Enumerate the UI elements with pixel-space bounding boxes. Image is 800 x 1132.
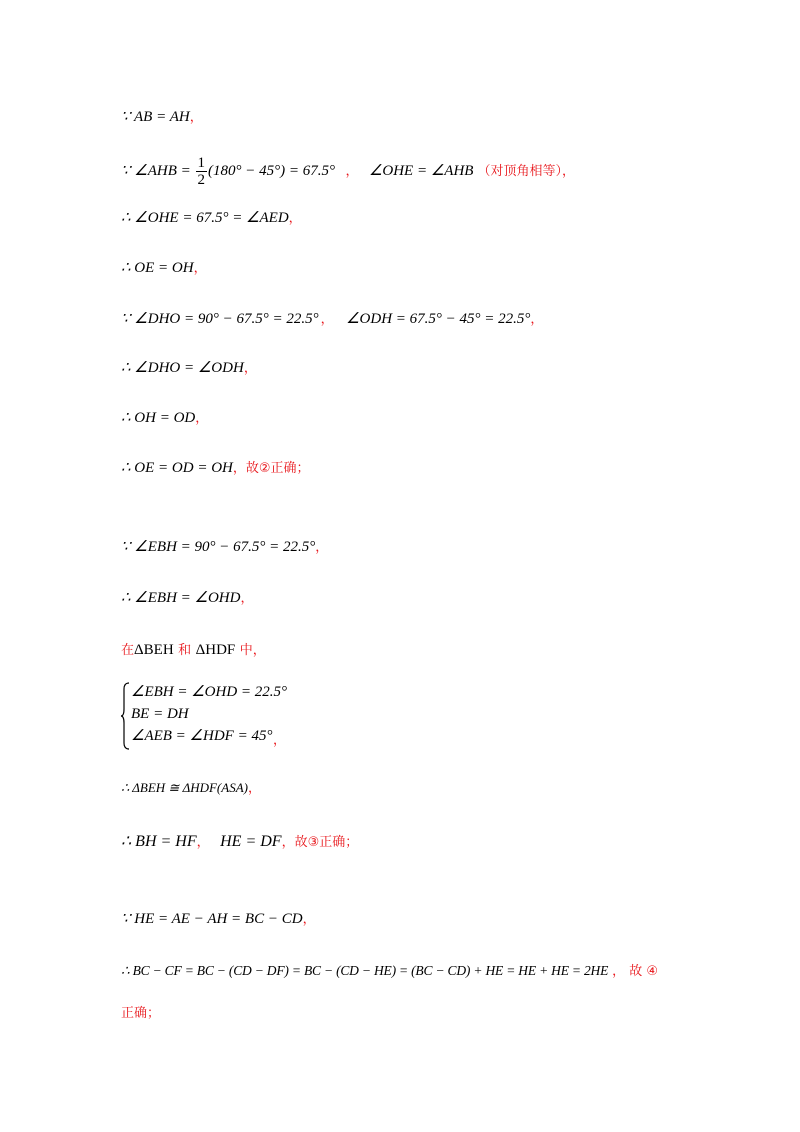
math-expression: ∴ OH = OD [121, 410, 196, 426]
note-text: ，故②正确； [232, 461, 310, 476]
note-text: ， [302, 912, 316, 927]
note-text: ， [273, 733, 287, 748]
separator: ， [345, 164, 359, 179]
note-text: ， [240, 591, 254, 606]
math-expression: ΔBEH [134, 642, 174, 658]
note-text: 在 [121, 643, 135, 658]
math-expression-2: HE = DF [220, 833, 282, 850]
note-text: 正确； [121, 1006, 161, 1021]
proof-line-9 [121, 537, 328, 558]
equation-system [121, 681, 381, 751]
fraction [196, 155, 208, 188]
fraction-numerator: 1 [197, 154, 206, 171]
proof-line-1 [121, 107, 203, 128]
equation-row: ∠AEB = ∠HDF = 45° [131, 728, 273, 744]
proof-line-3 [121, 208, 302, 229]
proof-line-17 [121, 1003, 160, 1024]
math-expression: ∴ OE = OH [121, 260, 194, 276]
note-text: ， [247, 781, 261, 796]
math-expression: ∴ BC − CF = BC − (CD − DF) = BC − (CD − HE) = (BC − CD) + HE = HE + HE = 2HE [121, 963, 609, 978]
proof-line-14 [121, 832, 358, 853]
note-text: ， [243, 361, 257, 376]
math-expression: ∵ HE = AE − AH = BC − CD [121, 911, 303, 927]
left-brace-icon [121, 681, 131, 751]
proof-line-11 [121, 640, 266, 661]
math-expression: ∵ ∠AHB = [121, 163, 195, 179]
proof-line-15 [121, 909, 316, 930]
proof-line-2 [121, 153, 575, 189]
math-expression: ∵ ∠EBH = 90° − 67.5° = 22.5° [121, 539, 316, 555]
note-text: ， 故 ④ [612, 964, 659, 979]
note-text: 和 [178, 643, 192, 658]
separator: ， [320, 312, 334, 327]
proof-line-4 [121, 258, 207, 279]
math-expression-2: ∠ODH = 67.5° − 45° = 22.5° [346, 311, 531, 327]
note-text: ，故③正确； [281, 835, 359, 850]
proof-line-13 [121, 778, 261, 799]
math-expression: ∵ ∠DHO = 90° − 67.5° = 22.5° [121, 311, 319, 327]
note-text: ， [288, 211, 302, 226]
proof-line-7 [121, 408, 208, 429]
proof-line-5 [121, 309, 543, 330]
proof-line-8 [121, 458, 310, 479]
math-expression: ∴ ∠DHO = ∠ODH [121, 360, 244, 376]
equation-row: BE = DH [131, 706, 189, 722]
equation-row: ∠EBH = ∠OHD = 22.5° [131, 684, 288, 700]
math-expression: ∴ ∠OHE = 67.5° = ∠AED [121, 210, 289, 226]
proof-line-6 [121, 358, 257, 379]
math-expression: ∴ OE = OD = OH [121, 460, 233, 476]
math-expression: ∵ AB = AH [121, 109, 190, 125]
note-text: ， [189, 110, 203, 125]
note-text: （对顶角相等）， [477, 164, 575, 179]
separator: ， [196, 835, 210, 850]
equation-rows [131, 681, 287, 747]
proof-line-10 [121, 588, 253, 609]
note-text: ， [530, 312, 544, 327]
math-expression: ∴ ΔBEH ≅ ΔHDF(ASA) [121, 780, 248, 795]
math-expression: ∴ ∠EBH = ∠OHD [121, 590, 241, 606]
math-expression-2: ∠OHE = ∠AHB [368, 163, 474, 179]
note-text: ， [193, 261, 207, 276]
math-expression-2: ΔHDF [195, 642, 236, 658]
math-expression: (180° − 45°) = 67.5° [208, 163, 336, 179]
note-text: ， [315, 540, 329, 555]
math-expression: ∴ BH = HF [121, 833, 197, 850]
fraction-denominator: 2 [197, 171, 206, 188]
proof-line-16 [121, 961, 658, 982]
note-text: ， [195, 411, 209, 426]
note-text: 中， [239, 643, 266, 658]
